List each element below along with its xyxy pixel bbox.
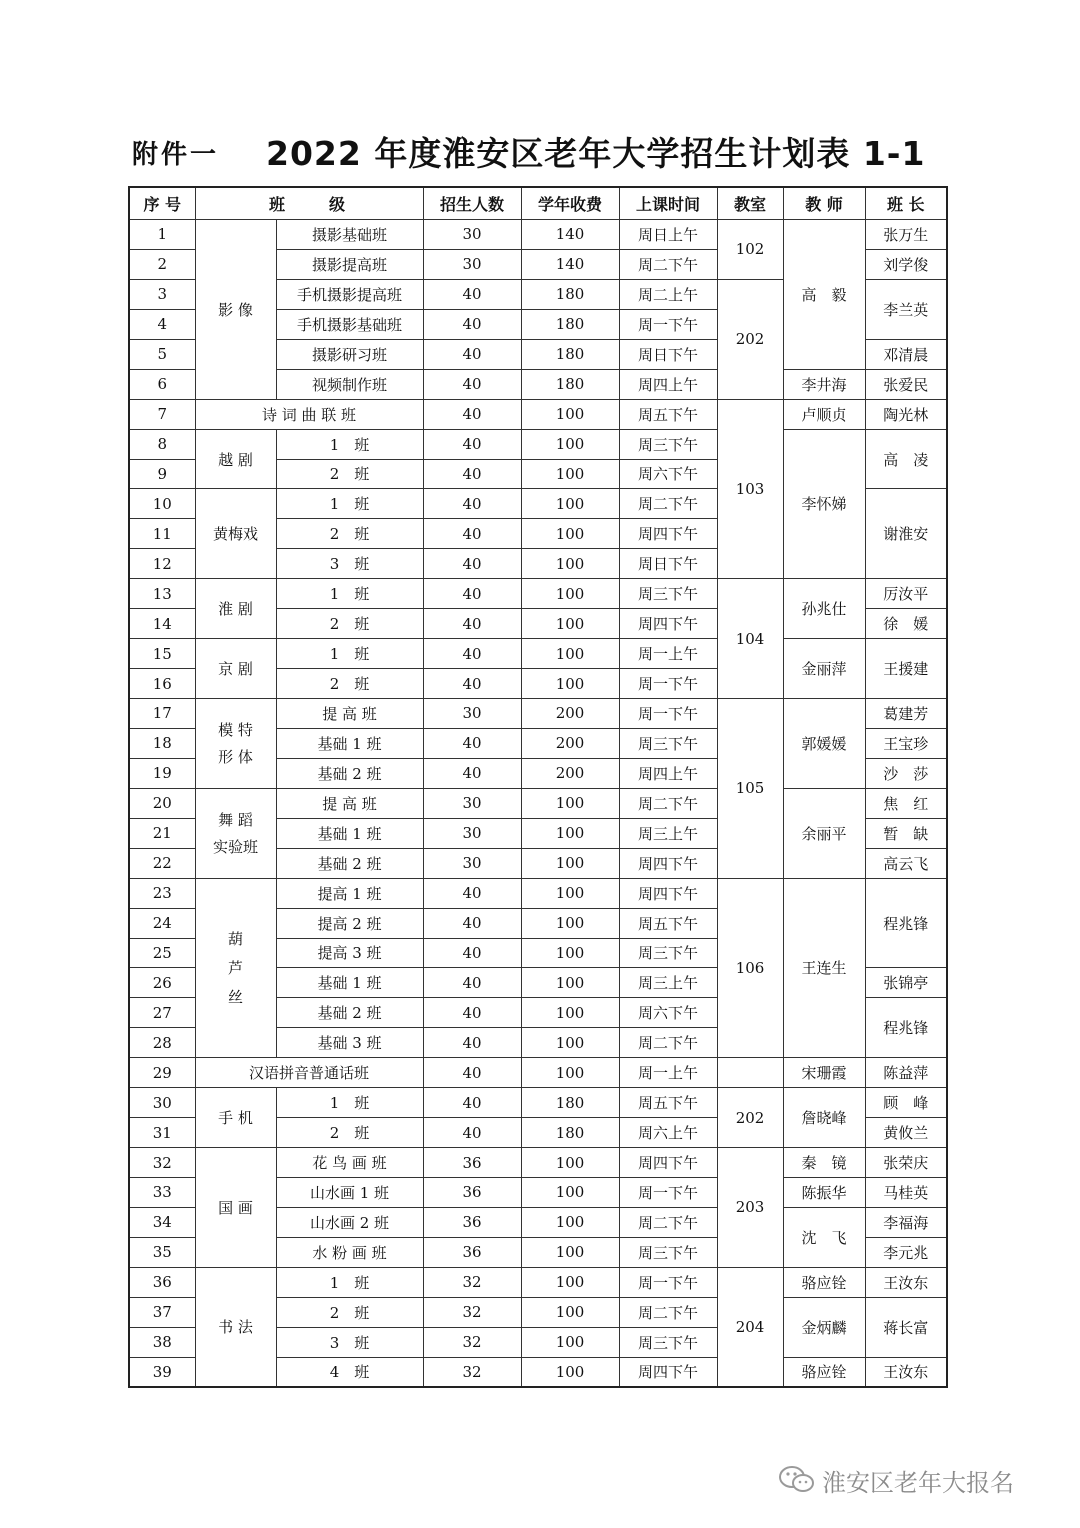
teacher-cell: 高 毅 (783, 220, 865, 370)
teacher-cell: 宋珊霞 (783, 1058, 865, 1088)
table-row (129, 1058, 947, 1088)
time-cell: 周三下午 (619, 938, 717, 968)
category-cell: 黄梅戏 (195, 489, 276, 579)
fee-cell: 200 (521, 699, 619, 729)
header-fee: 学年收费 (521, 187, 619, 220)
time-cell: 周一下午 (619, 1267, 717, 1297)
time-cell: 周日上午 (619, 220, 717, 250)
class-cell: 诗 词 曲 联 班 (195, 399, 423, 429)
class-cell: 汉语拼音普通话班 (195, 1058, 423, 1088)
monitor-cell: 王汝东 (865, 1357, 947, 1387)
row-no: 9 (129, 459, 195, 489)
time-cell: 周三下午 (619, 728, 717, 758)
count-cell: 40 (423, 1088, 521, 1118)
fee-cell: 100 (521, 1148, 619, 1178)
class-cell: 1 班 (276, 639, 423, 669)
count-cell: 36 (423, 1207, 521, 1237)
class-cell: 1 班 (276, 579, 423, 609)
table-row (129, 639, 947, 669)
time-cell: 周三下午 (619, 1237, 717, 1267)
row-no: 31 (129, 1118, 195, 1148)
table-row (129, 1148, 947, 1178)
count-cell: 30 (423, 699, 521, 729)
time-cell: 周五下午 (619, 908, 717, 938)
row-no: 25 (129, 938, 195, 968)
fee-cell: 100 (521, 1028, 619, 1058)
monitor-cell: 陶光林 (865, 399, 947, 429)
wechat-icon (778, 1464, 816, 1496)
teacher-cell: 骆应铨 (783, 1267, 865, 1297)
monitor-cell: 王援建 (865, 639, 947, 699)
time-cell: 周三下午 (619, 1327, 717, 1357)
count-cell: 40 (423, 369, 521, 399)
row-no: 7 (129, 399, 195, 429)
row-no: 14 (129, 609, 195, 639)
header-room: 教室 (717, 187, 783, 220)
count-cell: 30 (423, 848, 521, 878)
fee-cell: 100 (521, 908, 619, 938)
teacher-cell: 秦 镜 (783, 1148, 865, 1178)
teacher-cell: 陈振华 (783, 1178, 865, 1208)
row-no: 11 (129, 519, 195, 549)
fee-cell: 100 (521, 1297, 619, 1327)
count-cell: 30 (423, 818, 521, 848)
time-cell: 周一上午 (619, 1058, 717, 1088)
monitor-cell: 李兰英 (865, 279, 947, 339)
class-cell: 1 班 (276, 1267, 423, 1297)
fee-cell: 100 (521, 998, 619, 1028)
fee-cell: 100 (521, 1327, 619, 1357)
category-line: 舞 蹈 (218, 811, 253, 830)
header-count: 招生人数 (423, 187, 521, 220)
row-no: 6 (129, 369, 195, 399)
class-cell: 提高 3 班 (276, 938, 423, 968)
class-cell: 基础 1 班 (276, 968, 423, 998)
row-no: 29 (129, 1058, 195, 1088)
time-cell: 周日下午 (619, 549, 717, 579)
table-row (129, 1267, 947, 1297)
time-cell: 周二下午 (619, 1028, 717, 1058)
teacher-cell: 余丽平 (783, 788, 865, 878)
row-no: 15 (129, 639, 195, 669)
room-cell: 204 (717, 1267, 783, 1387)
time-cell: 周四下午 (619, 1148, 717, 1178)
time-cell: 周二下午 (619, 1207, 717, 1237)
time-cell: 周四上午 (619, 758, 717, 788)
count-cell: 40 (423, 998, 521, 1028)
class-cell: 基础 2 班 (276, 758, 423, 788)
row-no: 8 (129, 429, 195, 459)
teacher-cell: 孙兆仕 (783, 579, 865, 639)
table-row (129, 220, 947, 250)
fee-cell: 200 (521, 728, 619, 758)
row-no: 30 (129, 1088, 195, 1118)
fee-cell: 200 (521, 758, 619, 788)
count-cell: 36 (423, 1237, 521, 1267)
class-cell: 基础 2 班 (276, 998, 423, 1028)
count-cell: 40 (423, 519, 521, 549)
teacher-cell: 金炳麟 (783, 1297, 865, 1357)
table-row (129, 1088, 947, 1118)
class-cell: 山水画 2 班 (276, 1207, 423, 1237)
fee-cell: 100 (521, 788, 619, 818)
category-cell (195, 788, 276, 878)
time-cell: 周六下午 (619, 998, 717, 1028)
fee-cell: 100 (521, 1237, 619, 1267)
fee-cell: 100 (521, 429, 619, 459)
row-no: 26 (129, 968, 195, 998)
class-cell: 手机摄影基础班 (276, 309, 423, 339)
time-cell: 周一上午 (619, 639, 717, 669)
page-title: 2022 年度淮安区老年大学招生计划表 1-1 (266, 134, 926, 173)
table-row (129, 788, 947, 818)
count-cell: 40 (423, 968, 521, 998)
fee-cell: 100 (521, 1058, 619, 1088)
fee-cell: 100 (521, 818, 619, 848)
category-cell: 淮 剧 (195, 579, 276, 639)
class-cell: 2 班 (276, 1297, 423, 1327)
class-cell: 4 班 (276, 1357, 423, 1387)
header-teacher: 教 师 (783, 187, 865, 220)
class-cell: 花 鸟 画 班 (276, 1148, 423, 1178)
class-cell: 手机摄影提高班 (276, 279, 423, 309)
header-time: 上课时间 (619, 187, 717, 220)
class-cell: 2 班 (276, 669, 423, 699)
count-cell: 40 (423, 279, 521, 309)
row-no: 5 (129, 339, 195, 369)
row-no: 36 (129, 1267, 195, 1297)
category-cell (195, 699, 276, 789)
class-cell: 1 班 (276, 489, 423, 519)
time-cell: 周四下午 (619, 609, 717, 639)
wechat-watermark (778, 1460, 1014, 1500)
category-line: 模 特 (218, 721, 253, 740)
monitor-cell: 焦 红 (865, 788, 947, 818)
room-cell (717, 1058, 783, 1088)
monitor-cell: 徐 媛 (865, 609, 947, 639)
time-cell: 周五下午 (619, 399, 717, 429)
row-no: 38 (129, 1327, 195, 1357)
monitor-cell: 葛建芳 (865, 699, 947, 729)
fee-cell: 100 (521, 968, 619, 998)
fee-cell: 140 (521, 249, 619, 279)
category-cell: 书 法 (195, 1267, 276, 1387)
fee-cell: 100 (521, 579, 619, 609)
fee-cell: 100 (521, 399, 619, 429)
room-cell: 202 (717, 279, 783, 399)
row-no: 2 (129, 249, 195, 279)
category-cell: 国 画 (195, 1148, 276, 1268)
class-cell: 3 班 (276, 549, 423, 579)
time-cell: 周四上午 (619, 369, 717, 399)
row-no: 18 (129, 728, 195, 758)
row-no: 24 (129, 908, 195, 938)
row-no: 28 (129, 1028, 195, 1058)
table-row (129, 878, 947, 908)
class-cell: 2 班 (276, 519, 423, 549)
row-no: 4 (129, 309, 195, 339)
fee-cell: 140 (521, 220, 619, 250)
teacher-cell: 郭媛媛 (783, 699, 865, 789)
class-cell: 摄影提高班 (276, 249, 423, 279)
header-no: 序 号 (129, 187, 195, 220)
class-cell: 摄影研习班 (276, 339, 423, 369)
category-line: 芦 (227, 959, 243, 978)
teacher-cell: 骆应铨 (783, 1357, 865, 1387)
row-no: 27 (129, 998, 195, 1028)
category-line: 实验班 (212, 838, 258, 857)
count-cell: 30 (423, 788, 521, 818)
time-cell: 周三上午 (619, 818, 717, 848)
time-cell: 周二下午 (619, 249, 717, 279)
monitor-cell: 谢淮安 (865, 489, 947, 579)
row-no: 20 (129, 788, 195, 818)
class-cell: 提 高 班 (276, 788, 423, 818)
monitor-cell: 程兆锋 (865, 998, 947, 1058)
row-no: 37 (129, 1297, 195, 1327)
count-cell: 40 (423, 639, 521, 669)
time-cell: 周一下午 (619, 669, 717, 699)
monitor-cell: 李元兆 (865, 1237, 947, 1267)
teacher-cell: 沈 飞 (783, 1207, 865, 1267)
monitor-cell: 沙 莎 (865, 758, 947, 788)
fee-cell: 180 (521, 1118, 619, 1148)
count-cell: 40 (423, 579, 521, 609)
time-cell: 周四下午 (619, 848, 717, 878)
time-cell: 周三下午 (619, 429, 717, 459)
time-cell: 周三下午 (619, 579, 717, 609)
header-row (129, 187, 947, 220)
class-cell: 视频制作班 (276, 369, 423, 399)
fee-cell: 100 (521, 1178, 619, 1208)
count-cell: 40 (423, 938, 521, 968)
monitor-cell: 马桂英 (865, 1178, 947, 1208)
class-cell: 2 班 (276, 609, 423, 639)
count-cell: 40 (423, 669, 521, 699)
monitor-cell: 王宝珍 (865, 728, 947, 758)
class-cell: 3 班 (276, 1327, 423, 1357)
teacher-cell: 王连生 (783, 878, 865, 1058)
header-monitor: 班 长 (865, 187, 947, 220)
class-cell: 提 高 班 (276, 699, 423, 729)
time-cell: 周一下午 (619, 1178, 717, 1208)
attachment-label: 附件一 (132, 140, 220, 170)
monitor-cell: 王汝东 (865, 1267, 947, 1297)
fee-cell: 180 (521, 1088, 619, 1118)
category-cell: 手 机 (195, 1088, 276, 1148)
time-cell: 周二下午 (619, 788, 717, 818)
count-cell: 32 (423, 1327, 521, 1357)
count-cell: 32 (423, 1297, 521, 1327)
count-cell: 40 (423, 758, 521, 788)
count-cell: 36 (423, 1148, 521, 1178)
room-cell: 203 (717, 1148, 783, 1268)
teacher-cell: 金丽萍 (783, 639, 865, 699)
time-cell: 周六下午 (619, 459, 717, 489)
class-cell: 2 班 (276, 1118, 423, 1148)
teacher-cell: 卢顺贞 (783, 399, 865, 429)
fee-cell: 100 (521, 459, 619, 489)
table-row (129, 579, 947, 609)
row-no: 3 (129, 279, 195, 309)
class-cell: 基础 1 班 (276, 818, 423, 848)
count-cell: 40 (423, 309, 521, 339)
class-cell: 基础 2 班 (276, 848, 423, 878)
count-cell: 40 (423, 549, 521, 579)
fee-cell: 100 (521, 878, 619, 908)
class-cell: 水 粉 画 班 (276, 1237, 423, 1267)
time-cell: 周一下午 (619, 699, 717, 729)
teacher-cell: 詹晓峰 (783, 1088, 865, 1148)
time-cell: 周二下午 (619, 489, 717, 519)
count-cell: 40 (423, 728, 521, 758)
class-cell: 基础 3 班 (276, 1028, 423, 1058)
count-cell: 40 (423, 878, 521, 908)
time-cell: 周日下午 (619, 339, 717, 369)
row-no: 33 (129, 1178, 195, 1208)
row-no: 32 (129, 1148, 195, 1178)
time-cell: 周五下午 (619, 1088, 717, 1118)
row-no: 10 (129, 489, 195, 519)
category-cell: 越 剧 (195, 429, 276, 489)
fee-cell: 180 (521, 339, 619, 369)
row-no: 22 (129, 848, 195, 878)
row-no: 39 (129, 1357, 195, 1387)
monitor-cell: 陈益萍 (865, 1058, 947, 1088)
count-cell: 30 (423, 220, 521, 250)
fee-cell: 100 (521, 609, 619, 639)
row-no: 17 (129, 699, 195, 729)
count-cell: 32 (423, 1357, 521, 1387)
monitor-cell: 暂 缺 (865, 818, 947, 848)
fee-cell: 100 (521, 669, 619, 699)
row-no: 13 (129, 579, 195, 609)
count-cell: 40 (423, 459, 521, 489)
class-cell: 1 班 (276, 429, 423, 459)
table-row (129, 399, 947, 429)
table-row (129, 429, 947, 459)
class-cell: 提高 2 班 (276, 908, 423, 938)
fee-cell: 100 (521, 1357, 619, 1387)
room-cell: 103 (717, 399, 783, 579)
room-cell: 102 (717, 220, 783, 280)
row-no: 1 (129, 220, 195, 250)
count-cell: 40 (423, 399, 521, 429)
fee-cell: 100 (521, 1207, 619, 1237)
monitor-cell: 张爱民 (865, 369, 947, 399)
count-cell: 40 (423, 339, 521, 369)
monitor-cell: 邓清晨 (865, 339, 947, 369)
fee-cell: 180 (521, 369, 619, 399)
time-cell: 周一下午 (619, 309, 717, 339)
time-cell: 周六上午 (619, 1118, 717, 1148)
monitor-cell: 张万生 (865, 220, 947, 250)
monitor-cell: 刘学俊 (865, 249, 947, 279)
room-cell: 104 (717, 579, 783, 699)
fee-cell: 100 (521, 639, 619, 669)
time-cell: 周二上午 (619, 279, 717, 309)
monitor-cell: 李福海 (865, 1207, 947, 1237)
header-class: 班 级 (195, 187, 423, 220)
monitor-cell: 蒋长富 (865, 1297, 947, 1357)
class-cell: 提高 1 班 (276, 878, 423, 908)
monitor-cell: 张荣庆 (865, 1148, 947, 1178)
row-no: 12 (129, 549, 195, 579)
count-cell: 40 (423, 908, 521, 938)
class-cell: 摄影基础班 (276, 220, 423, 250)
count-cell: 40 (423, 489, 521, 519)
time-cell: 周三上午 (619, 968, 717, 998)
monitor-cell: 黄攸兰 (865, 1118, 947, 1148)
fee-cell: 100 (521, 1267, 619, 1297)
class-cell: 基础 1 班 (276, 728, 423, 758)
room-cell: 106 (717, 878, 783, 1058)
fee-cell: 100 (521, 519, 619, 549)
monitor-cell: 程兆锋 (865, 878, 947, 968)
time-cell: 周二下午 (619, 1297, 717, 1327)
time-cell: 周四下午 (619, 1357, 717, 1387)
row-no: 19 (129, 758, 195, 788)
monitor-cell: 厉汝平 (865, 579, 947, 609)
count-cell: 40 (423, 1058, 521, 1088)
monitor-cell: 张锦亭 (865, 968, 947, 998)
count-cell: 30 (423, 249, 521, 279)
watermark-text: 淮安区老年大报名 (822, 1468, 1014, 1497)
teacher-cell: 李井海 (783, 369, 865, 399)
row-no: 16 (129, 669, 195, 699)
monitor-cell: 高 凌 (865, 429, 947, 489)
table-row (129, 699, 947, 729)
count-cell: 36 (423, 1178, 521, 1208)
monitor-cell: 高云飞 (865, 848, 947, 878)
fee-cell: 100 (521, 489, 619, 519)
time-cell: 周四下午 (619, 878, 717, 908)
count-cell: 40 (423, 1028, 521, 1058)
count-cell: 32 (423, 1267, 521, 1297)
row-no: 34 (129, 1207, 195, 1237)
title-row (130, 128, 950, 176)
fee-cell: 180 (521, 279, 619, 309)
row-no: 23 (129, 878, 195, 908)
row-no: 35 (129, 1237, 195, 1267)
category-cell: 京 剧 (195, 639, 276, 699)
class-cell: 1 班 (276, 1088, 423, 1118)
fee-cell: 100 (521, 938, 619, 968)
row-no: 21 (129, 818, 195, 848)
fee-cell: 100 (521, 549, 619, 579)
category-line: 形 体 (218, 748, 253, 767)
count-cell: 40 (423, 1118, 521, 1148)
fee-cell: 180 (521, 309, 619, 339)
count-cell: 40 (423, 429, 521, 459)
class-cell: 山水画 1 班 (276, 1178, 423, 1208)
enrollment-plan-table (128, 186, 948, 1388)
teacher-cell: 李怀娣 (783, 429, 865, 579)
class-cell: 2 班 (276, 459, 423, 489)
count-cell: 40 (423, 609, 521, 639)
category-cell: 影 像 (195, 220, 276, 400)
fee-cell: 100 (521, 848, 619, 878)
room-cell: 105 (717, 699, 783, 879)
time-cell: 周四下午 (619, 519, 717, 549)
category-cell (195, 878, 276, 1058)
category-line: 丝 (227, 988, 243, 1007)
room-cell: 202 (717, 1088, 783, 1148)
monitor-cell: 顾 峰 (865, 1088, 947, 1118)
category-line: 葫 (227, 930, 243, 949)
